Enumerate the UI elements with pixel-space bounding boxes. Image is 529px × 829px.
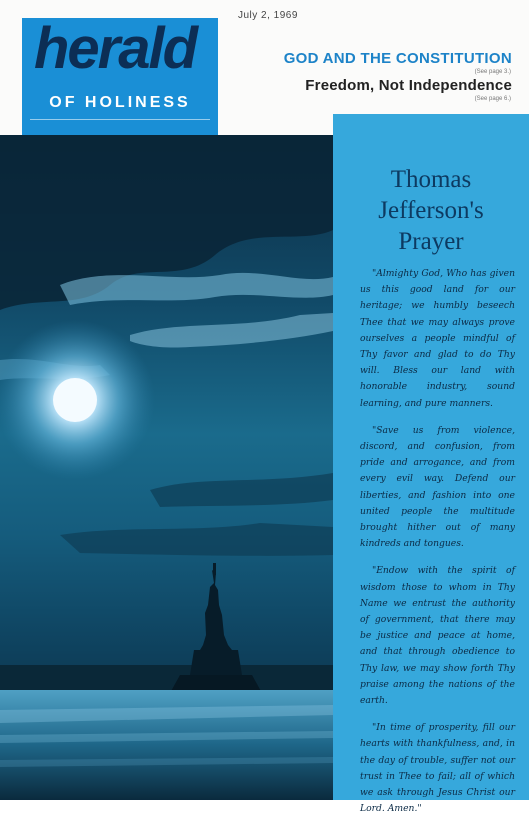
- feature-title-line: Prayer: [398, 228, 464, 255]
- headline-constitution: GOD AND THE CONSTITUTION: [283, 50, 512, 67]
- statue-of-liberty-photo: [0, 135, 333, 800]
- headline-freedom: Freedom, Not Independence: [305, 77, 512, 94]
- feature-title-line: Jefferson's: [378, 197, 484, 224]
- feature-title-line: Thomas: [390, 166, 472, 193]
- prayer-panel: [333, 114, 529, 815]
- prayer-paragraph: "Save us from violence, discord, and confusion, from pride and arrogance, and from every evil way. Defend our liberties, and fashion into one united people the multitude brought hither out of many kindreds and tongues.: [360, 424, 515, 550]
- issue-date: July 2, 1969: [238, 10, 298, 21]
- masthead-subtitle: OF HOLINESS: [49, 94, 191, 111]
- headline-freedom-ref: (See page 6.): [474, 96, 511, 102]
- prayer-text: [360, 266, 515, 829]
- headline-constitution-ref: (See page 3.): [474, 69, 511, 75]
- prayer-paragraph: "Endow with the spirit of wisdom those to whom in Thy Name we entrust the authority of government, that there may be justice and peace at home, and that through obedience to Thy law, we may show forth Thy praise among the nations of the earth.: [360, 565, 515, 707]
- feature-title: [333, 164, 529, 257]
- masthead-divider: [30, 119, 210, 120]
- photo-illustration: [0, 135, 333, 800]
- prayer-paragraph: "Almighty God, Who has given us this good land for our heritage; we humbly beseech Thee that we may always prove ourselves a people mindful of Thy favor and glad to do Thy will. Bless our land with honorable industry, sound learning, and pure manners.: [360, 268, 515, 409]
- prayer-paragraph: "In time of prosperity, fill our hearts with thankfulness, and, in the day of trouble, suffer not our trust in Thee to fail; all of which we ask through Jesus Christ our Lord. Amen.": [360, 722, 515, 815]
- masthead-title: herald: [34, 16, 197, 81]
